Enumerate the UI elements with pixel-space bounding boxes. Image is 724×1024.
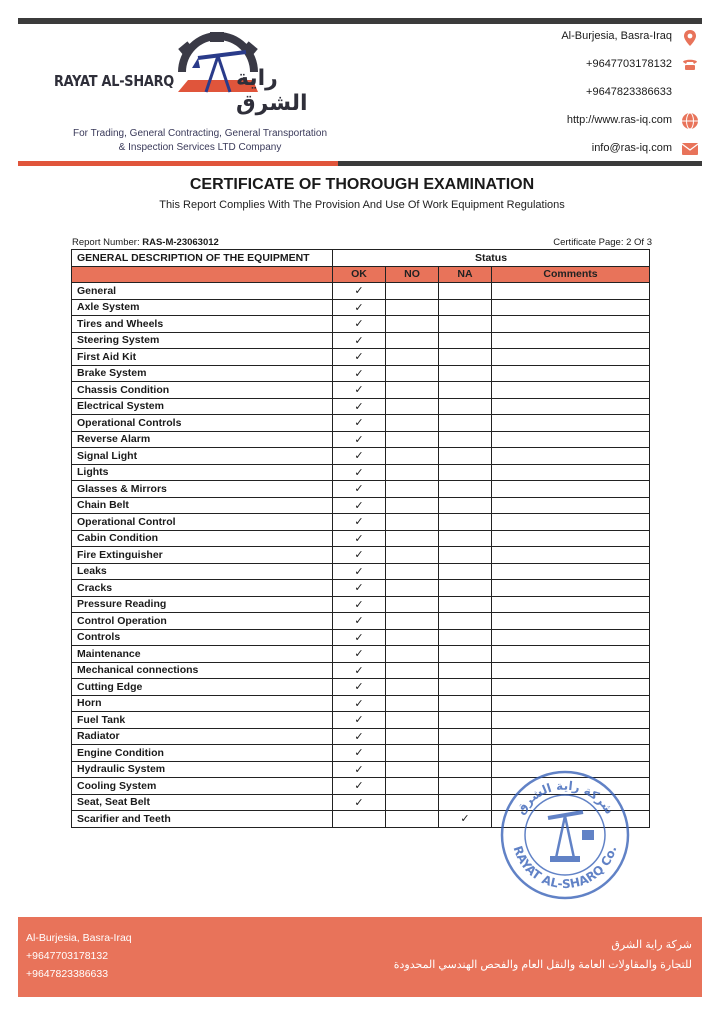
- checklist-row: [72, 431, 650, 448]
- checklist-row: [72, 448, 650, 465]
- comments-cell: [492, 629, 650, 646]
- check-mark-icon: ✓: [354, 565, 364, 578]
- checklist-item-name: Fuel Tank: [72, 712, 333, 729]
- na-cell: [439, 761, 492, 778]
- ok-cell: [333, 563, 386, 580]
- comments-cell: [492, 695, 650, 712]
- ok-cell: [333, 316, 386, 333]
- checklist-item-name: Chassis Condition: [72, 382, 333, 399]
- ok-cell: [333, 745, 386, 762]
- stamp-text-ar: شركة راية الشرق: [513, 778, 617, 817]
- checklist-item-name: Cooling System: [72, 778, 333, 795]
- na-column-header: NA: [439, 266, 492, 283]
- comments-cell: [492, 299, 650, 316]
- page-footer: [18, 917, 702, 997]
- comments-cell: [492, 283, 650, 300]
- no-cell: [386, 563, 439, 580]
- check-mark-icon: ✓: [354, 796, 364, 809]
- no-cell: [386, 349, 439, 366]
- na-cell: [439, 514, 492, 531]
- checklist-row: [72, 712, 650, 729]
- comments-cell: [492, 415, 650, 432]
- no-cell: [386, 481, 439, 498]
- location-pin-icon: [681, 29, 699, 47]
- checklist-item-name: Scarifier and Teeth: [72, 811, 333, 828]
- footer-contacts: [26, 929, 132, 983]
- ok-cell: [333, 580, 386, 597]
- na-cell: [439, 695, 492, 712]
- check-mark-icon: ✓: [354, 499, 364, 512]
- no-cell: [386, 382, 439, 399]
- check-mark-icon: ✓: [354, 301, 364, 314]
- checklist-row: [72, 662, 650, 679]
- checklist-item-name: First Aid Kit: [72, 349, 333, 366]
- checklist-item-name: Seat, Seat Belt: [72, 794, 333, 811]
- check-mark-icon: ✓: [354, 516, 364, 529]
- na-cell: [439, 382, 492, 399]
- comments-cell: [492, 464, 650, 481]
- no-cell: [386, 811, 439, 828]
- comments-column-header: Comments: [492, 266, 650, 283]
- check-mark-icon: ✓: [354, 631, 364, 644]
- checklist-row: [72, 332, 650, 349]
- check-mark-icon: ✓: [354, 615, 364, 628]
- ok-cell: [333, 497, 386, 514]
- no-cell: [386, 497, 439, 514]
- comments-cell: [492, 448, 650, 465]
- no-cell: [386, 299, 439, 316]
- ok-cell: [333, 596, 386, 613]
- check-mark-icon: ✓: [354, 714, 364, 727]
- checklist-row: [72, 695, 650, 712]
- checklist-item-name: Axle System: [72, 299, 333, 316]
- comments-cell: [492, 646, 650, 663]
- no-cell: [386, 778, 439, 795]
- comments-cell: [492, 349, 650, 366]
- ok-cell: [333, 365, 386, 382]
- checklist-row: [72, 547, 650, 564]
- checklist-row: [72, 679, 650, 696]
- comments-cell: [492, 481, 650, 498]
- comments-cell: [492, 745, 650, 762]
- ok-cell: [333, 728, 386, 745]
- comments-cell: [492, 662, 650, 679]
- check-mark-icon: ✓: [354, 466, 364, 479]
- na-cell: [439, 679, 492, 696]
- na-cell: [439, 778, 492, 795]
- na-cell: [439, 629, 492, 646]
- ok-cell: [333, 613, 386, 630]
- certificate-subtitle: This Report Complies With The Provision And Use Of Work Equipment Regulations: [159, 199, 565, 211]
- status-header: Status: [333, 250, 650, 267]
- no-cell: [386, 283, 439, 300]
- ok-cell: [333, 481, 386, 498]
- ok-cell: [333, 382, 386, 399]
- no-cell: [386, 679, 439, 696]
- ok-cell: [333, 299, 386, 316]
- checklist-item-name: Leaks: [72, 563, 333, 580]
- ok-cell: [333, 530, 386, 547]
- checklist-item-name: Control Operation: [72, 613, 333, 630]
- ok-cell: [333, 811, 386, 828]
- checklist-item-name: Signal Light: [72, 448, 333, 465]
- footer-phone-1: +9647703178132: [26, 950, 109, 962]
- ok-cell: [333, 398, 386, 415]
- checklist-item-name: Controls: [72, 629, 333, 646]
- comments-cell: [492, 563, 650, 580]
- checklist-row: [72, 365, 650, 382]
- na-cell: [439, 580, 492, 597]
- checklist-item-name: Cutting Edge: [72, 679, 333, 696]
- na-cell: [439, 745, 492, 762]
- na-cell: [439, 283, 492, 300]
- stamp-text-en: RAYAT AL-SHARQ Co.: [510, 844, 620, 892]
- checklist-item-name: Fire Extinguisher: [72, 547, 333, 564]
- na-cell: [439, 299, 492, 316]
- no-cell: [386, 613, 439, 630]
- no-cell: [386, 794, 439, 811]
- checklist-item-name: Steering System: [72, 332, 333, 349]
- no-cell: [386, 365, 439, 382]
- check-mark-icon: ✓: [354, 400, 364, 413]
- no-cell: [386, 530, 439, 547]
- checklist-item-name: Chain Belt: [72, 497, 333, 514]
- check-mark-icon: ✓: [354, 763, 364, 776]
- checklist-item-name: Mechanical connections: [72, 662, 333, 679]
- comments-cell: [492, 596, 650, 613]
- checklist-item-name: Hydraulic System: [72, 761, 333, 778]
- comments-cell: [492, 547, 650, 564]
- comments-cell: [492, 514, 650, 531]
- na-cell: [439, 728, 492, 745]
- checklist-item-name: Cracks: [72, 580, 333, 597]
- certificate-page-info: Certificate Page: 2 Of 3: [553, 237, 652, 248]
- no-cell: [386, 745, 439, 762]
- header-top-bar: [18, 18, 702, 24]
- checklist-row: [72, 464, 650, 481]
- checklist-row: [72, 283, 650, 300]
- na-cell: [439, 332, 492, 349]
- comments-cell: [492, 365, 650, 382]
- contact-phone-2: +9647823386633: [586, 86, 672, 98]
- report-number-label: Report Number:: [72, 237, 140, 248]
- checklist-body: [72, 283, 650, 828]
- no-cell: [386, 712, 439, 729]
- no-cell: [386, 431, 439, 448]
- check-mark-icon: ✓: [354, 483, 364, 496]
- checklist-row: [72, 745, 650, 762]
- no-cell: [386, 332, 439, 349]
- comments-cell: [492, 679, 650, 696]
- checklist-row: [72, 596, 650, 613]
- checklist-row: [72, 382, 650, 399]
- checklist-item-name: Brake System: [72, 365, 333, 382]
- check-mark-icon: ✓: [354, 549, 364, 562]
- checklist-item-name: Maintenance: [72, 646, 333, 663]
- comments-cell: [492, 497, 650, 514]
- no-cell: [386, 316, 439, 333]
- checklist-item-name: Glasses & Mirrors: [72, 481, 333, 498]
- no-cell: [386, 646, 439, 663]
- check-mark-icon: ✓: [354, 648, 364, 661]
- check-mark-icon: ✓: [354, 747, 364, 760]
- checklist-item-name: Operational Controls: [72, 415, 333, 432]
- check-mark-icon: ✓: [354, 285, 364, 298]
- footer-company-name-ar: شركة راية الشرق: [611, 939, 692, 951]
- na-cell: [439, 530, 492, 547]
- checklist-item-name: Engine Condition: [72, 745, 333, 762]
- na-cell: [439, 431, 492, 448]
- comments-cell: [492, 580, 650, 597]
- no-cell: [386, 728, 439, 745]
- na-cell: [439, 646, 492, 663]
- no-cell: [386, 695, 439, 712]
- ok-cell: [333, 629, 386, 646]
- no-cell: [386, 596, 439, 613]
- checklist-item-name: Reverse Alarm: [72, 431, 333, 448]
- footer-phone-2: +9647823386633: [26, 968, 109, 980]
- checklist-row: [72, 728, 650, 745]
- na-cell: [439, 316, 492, 333]
- na-cell: [439, 481, 492, 498]
- ok-cell: [333, 778, 386, 795]
- company-logo: [50, 32, 350, 122]
- na-cell: [439, 349, 492, 366]
- check-mark-icon: ✓: [354, 367, 364, 380]
- na-cell: [439, 415, 492, 432]
- checklist-item-name: Pressure Reading: [72, 596, 333, 613]
- ok-cell: [333, 464, 386, 481]
- checklist-item-name: Cabin Condition: [72, 530, 333, 547]
- checklist-row: [72, 613, 650, 630]
- footer-company-desc-ar: للتجارة والمقاولات العامة والنقل العام والفحص الهندسي المحدودة: [393, 959, 692, 971]
- company-stamp: [498, 768, 632, 902]
- no-column-header: NO: [386, 266, 439, 283]
- ok-cell: [333, 431, 386, 448]
- no-cell: [386, 514, 439, 531]
- ok-cell: [333, 283, 386, 300]
- ok-cell: [333, 761, 386, 778]
- checklist-row: [72, 497, 650, 514]
- footer-company-ar: [394, 935, 692, 975]
- report-number: [72, 237, 219, 248]
- comments-cell: [492, 316, 650, 333]
- check-mark-icon: ✓: [354, 318, 364, 331]
- company-description-line-1: For Trading, General Contracting, General Transportation: [72, 128, 328, 139]
- no-cell: [386, 448, 439, 465]
- na-cell: [439, 497, 492, 514]
- comments-cell: [492, 712, 650, 729]
- logo-text-ar: راية الشرق: [236, 66, 308, 116]
- check-mark-icon: ✓: [354, 664, 364, 677]
- check-mark-icon: ✓: [354, 351, 364, 364]
- checklist-row: [72, 299, 650, 316]
- na-cell: [439, 563, 492, 580]
- check-mark-icon: ✓: [354, 582, 364, 595]
- ok-cell: [333, 415, 386, 432]
- ok-cell: [333, 679, 386, 696]
- na-cell: [439, 464, 492, 481]
- checklist-item-name: Operational Control: [72, 514, 333, 531]
- comments-cell: [492, 332, 650, 349]
- checklist-row: [72, 349, 650, 366]
- report-number-value: RAS-M-23063012: [142, 237, 219, 248]
- checklist-item-name: Radiator: [72, 728, 333, 745]
- na-cell: [439, 811, 492, 828]
- checklist-row: [72, 530, 650, 547]
- checklist-item-name: Tires and Wheels: [72, 316, 333, 333]
- general-description-header: GENERAL DESCRIPTION OF THE EQUIPMENT: [72, 250, 333, 267]
- no-cell: [386, 761, 439, 778]
- no-cell: [386, 662, 439, 679]
- na-cell: [439, 596, 492, 613]
- company-description-line-2: & Inspection Services LTD Company: [118, 142, 282, 153]
- na-cell: [439, 794, 492, 811]
- comments-cell: [492, 398, 650, 415]
- footer-address: Al-Burjesia, Basra-Iraq: [26, 932, 132, 944]
- checklist-item-name: General: [72, 283, 333, 300]
- ok-cell: [333, 662, 386, 679]
- comments-cell: [492, 431, 650, 448]
- checklist-row: [72, 514, 650, 531]
- check-mark-icon: ✓: [354, 433, 364, 446]
- ok-cell: [333, 794, 386, 811]
- ok-column-header: OK: [333, 266, 386, 283]
- na-cell: [439, 613, 492, 630]
- check-mark-icon: ✓: [354, 532, 364, 545]
- checklist-row: [72, 580, 650, 597]
- checklist-row: [72, 646, 650, 663]
- phone-icon: [681, 55, 699, 73]
- no-cell: [386, 415, 439, 432]
- checklist-row: [72, 481, 650, 498]
- ok-cell: [333, 448, 386, 465]
- envelope-icon: [681, 140, 699, 158]
- check-mark-icon: ✓: [460, 813, 470, 826]
- na-cell: [439, 662, 492, 679]
- ok-cell: [333, 332, 386, 349]
- no-cell: [386, 464, 439, 481]
- check-mark-icon: ✓: [354, 697, 364, 710]
- contact-website[interactable]: http://www.ras-iq.com: [566, 114, 672, 126]
- item-column-header: [72, 266, 333, 283]
- ok-cell: [333, 712, 386, 729]
- checklist-item-name: Lights: [72, 464, 333, 481]
- no-cell: [386, 629, 439, 646]
- inspection-checklist-table: [71, 249, 650, 828]
- no-cell: [386, 398, 439, 415]
- contact-email[interactable]: info@ras-iq.com: [591, 142, 672, 154]
- globe-icon: [681, 112, 699, 130]
- certificate-title: CERTIFICATE OF THOROUGH EXAMINATION: [189, 176, 535, 193]
- comments-cell: [492, 613, 650, 630]
- na-cell: [439, 398, 492, 415]
- check-mark-icon: ✓: [354, 334, 364, 347]
- check-mark-icon: ✓: [354, 598, 364, 611]
- checklist-row: [72, 398, 650, 415]
- no-cell: [386, 547, 439, 564]
- header-divider-accent: [18, 161, 338, 166]
- check-mark-icon: ✓: [354, 417, 364, 430]
- checklist-row: [72, 415, 650, 432]
- check-mark-icon: ✓: [354, 730, 364, 743]
- no-cell: [386, 580, 439, 597]
- checklist-row: [72, 629, 650, 646]
- na-cell: [439, 547, 492, 564]
- checklist-row: [72, 563, 650, 580]
- contact-phone-1: +9647703178132: [586, 58, 672, 70]
- comments-cell: [492, 382, 650, 399]
- na-cell: [439, 712, 492, 729]
- check-mark-icon: ✓: [354, 384, 364, 397]
- check-mark-icon: ✓: [354, 450, 364, 463]
- contact-address: Al-Burjesia, Basra-Iraq: [561, 30, 672, 42]
- logo-text-en: RAYAT AL-SHARQ: [54, 72, 174, 90]
- checklist-row: [72, 316, 650, 333]
- ok-cell: [333, 547, 386, 564]
- comments-cell: [492, 530, 650, 547]
- check-mark-icon: ✓: [354, 780, 364, 793]
- checklist-item-name: Electrical System: [72, 398, 333, 415]
- ok-cell: [333, 349, 386, 366]
- checklist-item-name: Horn: [72, 695, 333, 712]
- na-cell: [439, 448, 492, 465]
- comments-cell: [492, 728, 650, 745]
- na-cell: [439, 365, 492, 382]
- ok-cell: [333, 514, 386, 531]
- ok-cell: [333, 646, 386, 663]
- check-mark-icon: ✓: [354, 681, 364, 694]
- ok-cell: [333, 695, 386, 712]
